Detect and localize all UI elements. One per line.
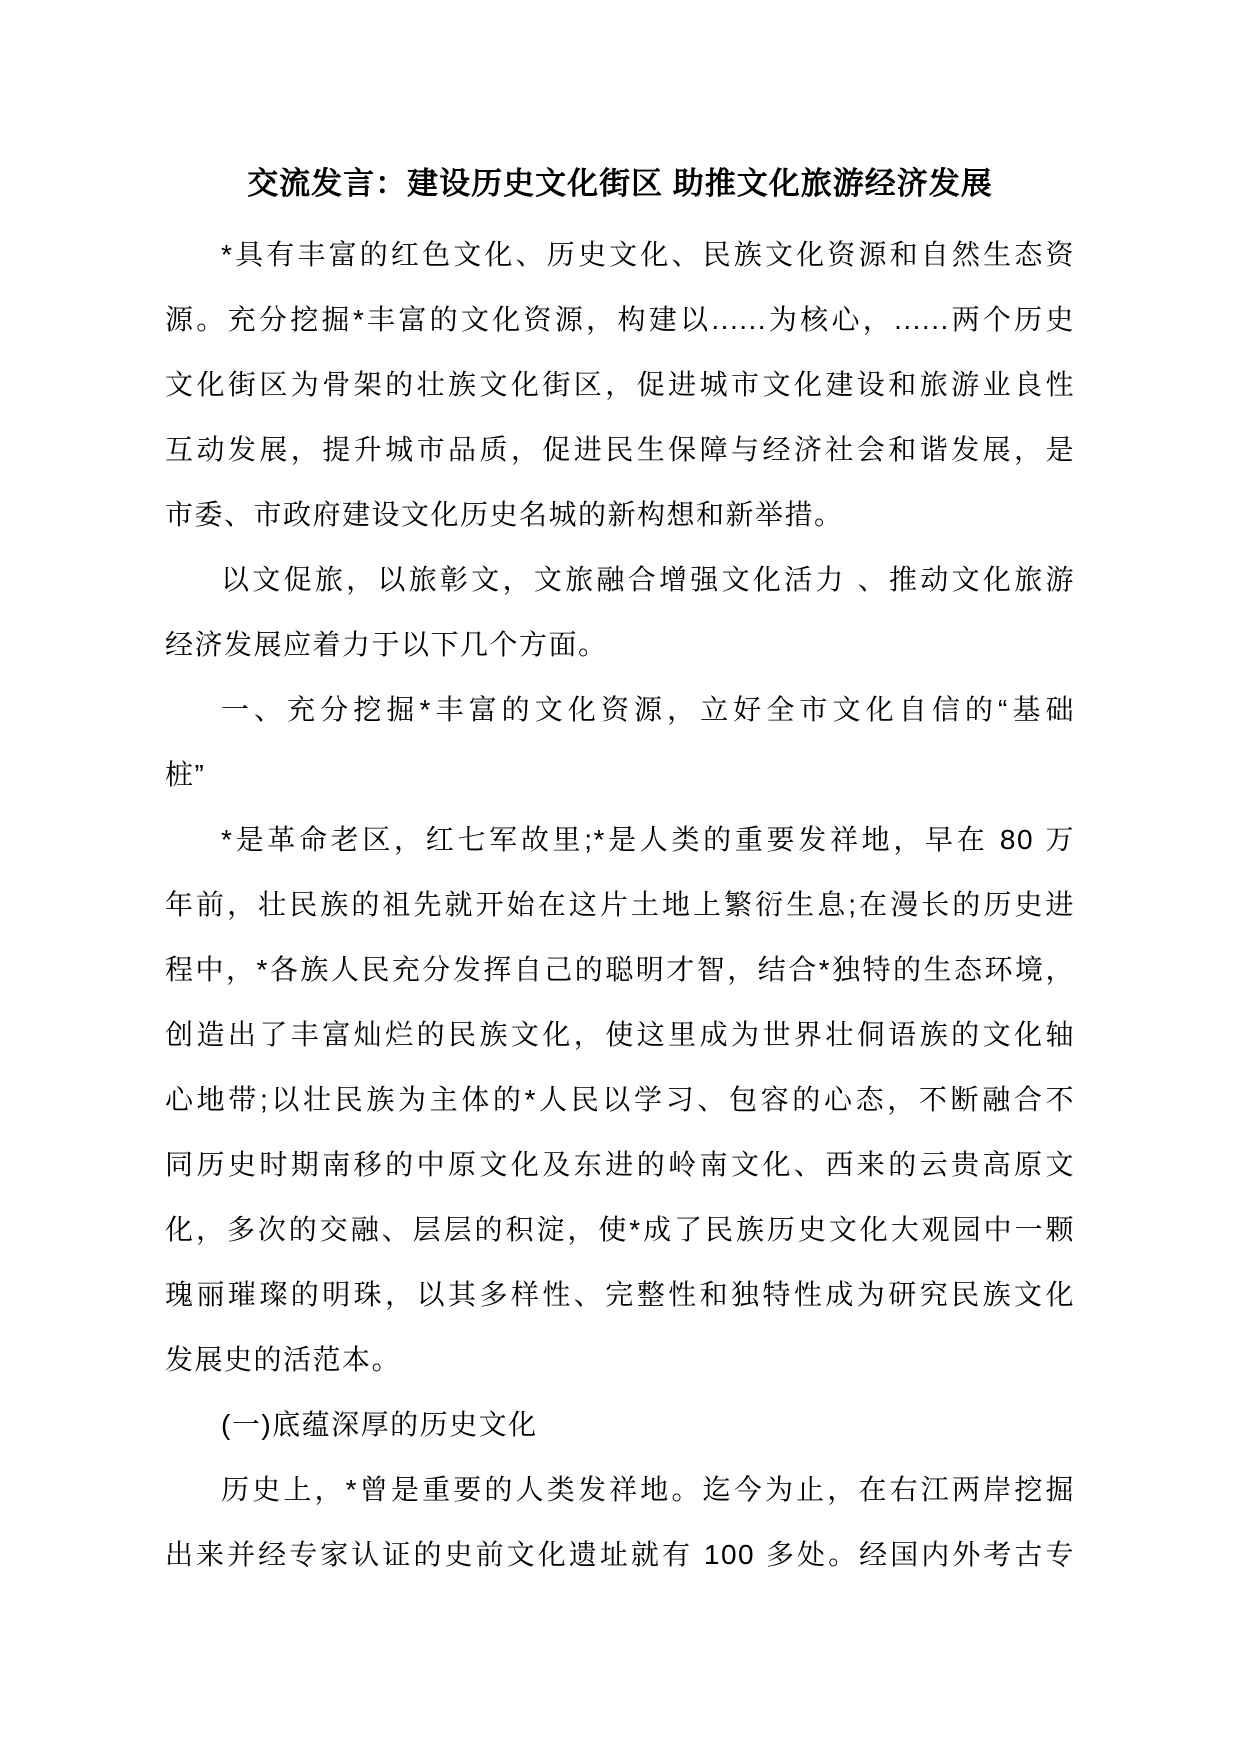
text-line: (一)底蕴深厚的历史文化 <box>221 1409 538 1440</box>
text-line: 互动发展，提升城市品质，促进民生保障与经济社会和谐发展，是 <box>165 434 1075 465</box>
paragraph <box>165 547 1075 677</box>
text-line: 历史上，*曾是重要的人类发祥地。迄今为止，在右江两岸挖掘 <box>221 1474 1075 1505</box>
text-line: 化，多次的交融、层层的积淀，使*成了民族历史文化大观园中一颗 <box>165 1214 1075 1245</box>
text-line: 源。充分挖掘*丰富的文化资源，构建以......为核心，......两个历史 <box>165 304 1075 335</box>
text-line: 年前，壮民族的祖先就开始在这片土地上繁衍生息;在漫长的历史进 <box>165 889 1075 920</box>
document-body <box>165 222 1075 1587</box>
text-line: 出来并经专家认证的史前文化遗址就有 100 多处。经国内外考古专 <box>165 1539 1075 1570</box>
text-line: 桩” <box>165 759 206 790</box>
text-line: 文化街区为骨架的壮族文化街区，促进城市文化建设和旅游业良性 <box>165 369 1075 400</box>
text-line: 以文促旅，以旅彰文，文旅融合增强文化活力 、推动文化旅游 <box>221 564 1075 595</box>
text-line: 瑰丽璀璨的明珠，以其多样性、完整性和独特性成为研究民族文化 <box>165 1279 1075 1310</box>
paragraph <box>165 807 1075 1392</box>
text-line: 心地带;以壮民族为主体的*人民以学习、包容的心态，不断融合不 <box>165 1084 1075 1115</box>
text-line: 同历史时期南移的中原文化及东进的岭南文化、西来的云贵高原文 <box>165 1149 1075 1180</box>
text-line: *是革命老区，红七军故里;*是人类的重要发祥地，早在 80 万 <box>221 824 1075 855</box>
paragraph <box>165 222 1075 547</box>
text-line: 发展史的活范本。 <box>165 1344 402 1375</box>
document-title: 交流发言：建设历史文化街区 助推文化旅游经济发展 <box>247 166 993 201</box>
text-line: 市委、市政府建设文化历史名城的新构想和新举措。 <box>165 499 844 530</box>
paragraph <box>165 1457 1075 1587</box>
text-line: 经济发展应着力于以下几个方面。 <box>165 629 608 660</box>
paragraph <box>165 1392 1075 1457</box>
text-line: *具有丰富的红色文化、历史文化、民族文化资源和自然生态资 <box>221 239 1075 270</box>
paragraph <box>165 677 1075 807</box>
text-line: 程中，*各族人民充分发挥自己的聪明才智，结合*独特的生态环境， <box>165 954 1075 985</box>
text-line: 创造出了丰富灿烂的民族文化，使这里成为世界壮侗语族的文化轴 <box>165 1019 1075 1050</box>
text-line: 一、充分挖掘*丰富的文化资源，立好全市文化自信的“基础 <box>221 694 1075 725</box>
